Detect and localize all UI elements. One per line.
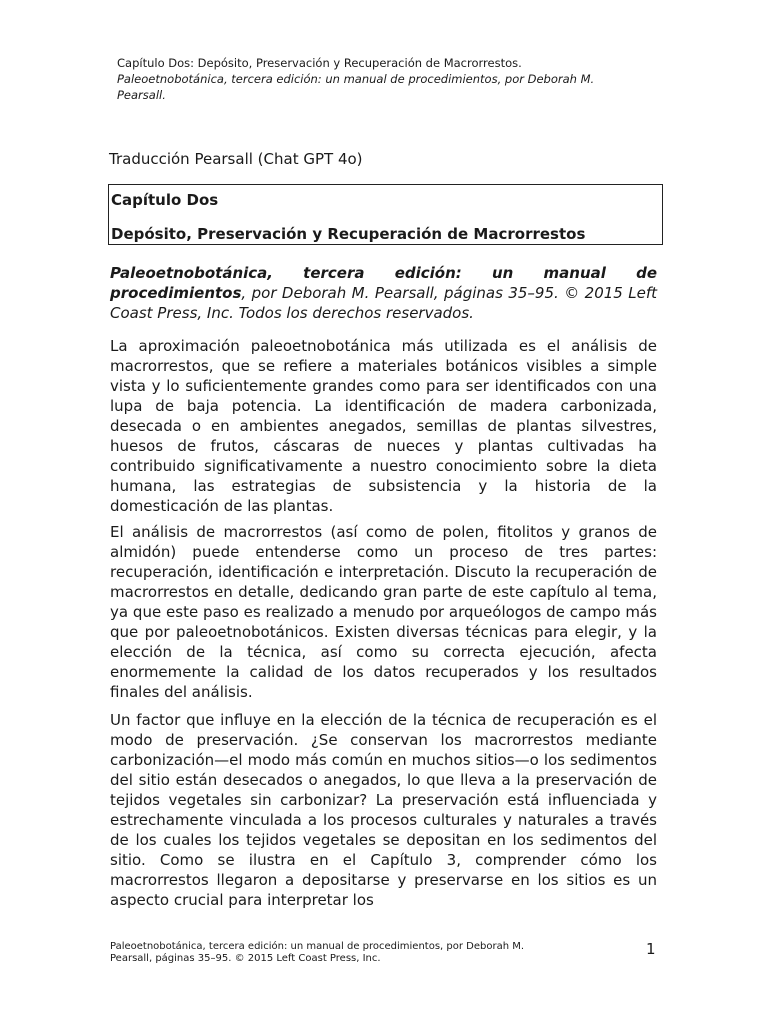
paragraph-2: El análisis de macrorrestos (así como de polen, fitolitos y granos de almidón) puede entenderse como un proceso de tres partes: recuperación, identificación e interpretación. Discuto la recuperación de macrorrestos en detalle, dedicando gran parte de este capítulo al tema, ya que este paso es realizado a menudo por arqueólogos de campo más que por paleoetnobotánicos. Existen diversas técnicas para elegir, y la elección de la técnica, así como su correcta ejecución, afecta enormemente la calidad de los datos recuperados y los resultados finales del análisis.: [110, 523, 657, 701]
chapter-title-box: [108, 184, 663, 245]
header-chapter-line: Capítulo Dos: Depósito, Preservación y Recuperación de Macrorrestos.: [117, 56, 522, 70]
translation-note: Traducción Pearsall (Chat GPT 4o): [109, 150, 363, 168]
paragraph-3: Un factor que influye en la elección de la técnica de recuperación es el modo de preservación. ¿Se conservan los macrorrestos mediante carbonización—el modo más común en muchos sitios—o los sedimentos del sitio están desecados o anegados, lo que lleva a la preservación de tejidos vegetales sin carbonizar? La preservación está influenciada y estrechamente vinculada a los procesos culturales y naturales a través de los cuales los tejidos vegetales se depositan en los sedimentos del sitio. Como se ilustra en el Capítulo 3, comprender cómo los macrorrestos llegaron a depositarse y preservarse en los sitios es un aspecto crucial para interpretar los: [110, 711, 657, 909]
header-book-line: Paleoetnobotánica, tercera edición: un manual de procedimientos, por Deborah M.: [117, 72, 595, 86]
footer-line-2: Pearsall, páginas 35–95. © 2015 Left Coast Press, Inc.: [110, 953, 381, 964]
citation-book-title: Paleoetnobotánica, tercera edición: un manual de procedimientos: [110, 264, 657, 302]
paragraph-1: La aproximación paleoetnobotánica más utilizada es el análisis de macrorrestos, que se refiere a materiales botánicos visibles a simple vista y lo suficientemente grandes como para ser identificados con una lupa de baja potencia. La identificación de madera carbonizada, desecada o en ambientes anegados, semillas de plantas silvestres, huesos de frutos, cáscaras de nueces y plantas cultivadas ha contribuido significativamente a nuestro conocimiento sobre la dieta humana, las estrategias de subsistencia y la historia de la domesticación de las plantas.: [110, 337, 657, 515]
page-number: 1: [646, 940, 656, 958]
running-header: [117, 55, 677, 103]
citation-details: , por Deborah M. Pearsall, páginas 35–95. © 2015 Left Coast Press, Inc. Todos los derechos reservados.: [110, 284, 657, 322]
header-author-line: Pearsall.: [117, 88, 166, 102]
page-footer: [110, 941, 550, 965]
citation: [110, 263, 657, 323]
chapter-title: Depósito, Preservación y Recuperación de Macrorrestos: [111, 225, 586, 243]
chapter-label: Capítulo Dos: [111, 191, 219, 209]
footer-line-1: Paleoetnobotánica, tercera edición: un manual de procedimientos, por Deborah M.: [110, 941, 525, 952]
